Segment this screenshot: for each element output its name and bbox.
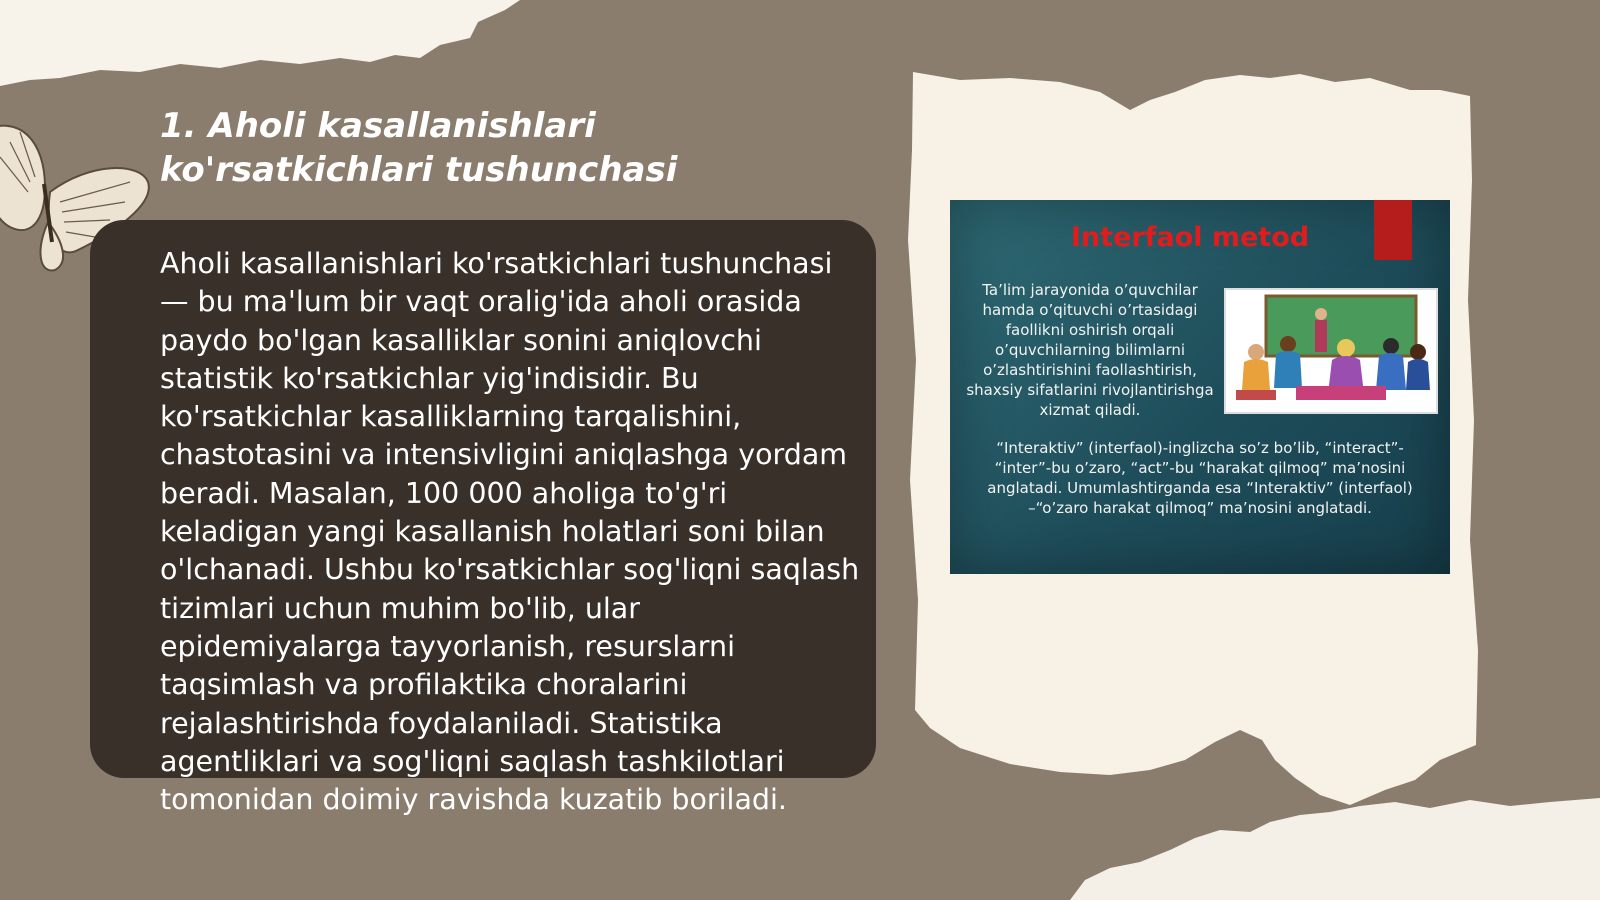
classroom-illustration — [1224, 288, 1438, 414]
image-paragraph: Ta’lim jarayonida o’quvchilar hamda o’qituvchi o’rtasidagi faollikni oshirish orqali o’quvchilarning bilimlarni o’zlashtirishini faollashtirish, shaxsiy sifatlarini rivojlantirishga xizmat qiladi. — [966, 281, 1214, 419]
body-text: Aholi kasallanishlari ko'rsatkichlari tushunchasi — bu ma'lum bir vaqt oralig'ida aholi orasida paydo bo'lgan kasalliklar sonini aniqlovchi statistik ko'rsatkichlar yig'indisidir. Bu ko'rsatkichlar kasalliklarning tarqalishini, chastotasini va intensivligini aniqlashga yordam beradi. Masalan, 100 000 aholiga to'g'ri keladigan yangi kasallanish holatlari soni bilan o'lchanadi. Ushbu ko'rsatkichlar sog'liqni saqlash tizimlari uchun muhim bo'lib, ular epidemiyalarga tayyorlanish, resurslarni taqsimlash va profilaktika choralarini rejalashtirishda foydalaniladi. Statistika agentliklari va sog'liqni saqlash tashkilotlari tomonidan doimiy ravishda kuzatib boriladi. — [160, 247, 860, 817]
top-left-paper — [0, 0, 520, 86]
bottom-right-paper — [1070, 798, 1600, 900]
slide-title: 1. Aholi kasallanishlari ko'rsatkichlari tushunchasi — [160, 106, 678, 190]
image-title: Interfaol metod — [1070, 222, 1310, 253]
embedded-slide-image — [950, 200, 1450, 574]
image-footer-text: “Interaktiv” (interfaol)-inglizcha so’z bo’lib, “interact”- “inter”-bu o’zaro, “act”-bu “harakat qilmoq” ma’nosini anglatadi. Umumlashtirganda esa “Interaktiv” (interfaol) –“o’zaro harakat qilmoq” ma’nosini anglatadi. — [987, 439, 1413, 517]
